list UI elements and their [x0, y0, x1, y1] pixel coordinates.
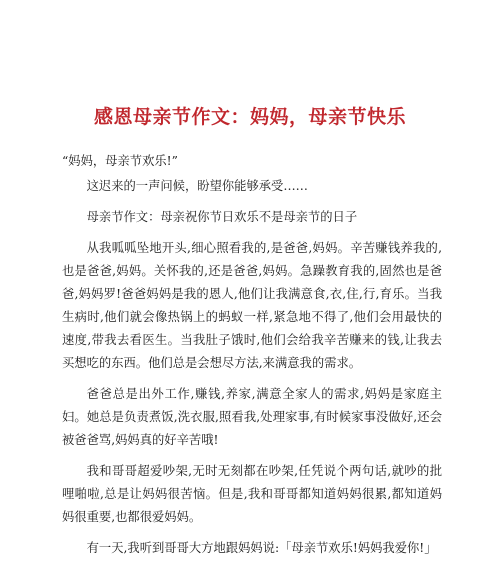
section-heading: 母亲节作文：母亲祝你节日欢乐不是母亲节的日子 [86, 210, 358, 224]
paragraph-one-day: 有一天,我听到哥哥大方地跟妈妈说:「母亲节欢乐!妈妈我爱你!」 [86, 541, 437, 555]
paragraph-parents-care: 从我呱呱坠地开头,细心照看我的,是爸爸,妈妈。辛苦赚钱养我的,也是爸爸,妈妈。关怀我的,还是爸爸,妈妈。急躁教育我的,固然也是爸爸,妈妈罗!爸爸妈妈是我的恩人,他们让我满意食,衣,住,行,育乐。当我生病时,他们就会像热锅上的蚂蚁一样,紧急地不得了,他们会用最快的速度,带我去看医生。当我肚子饿时,他们会给我辛苦赚来的钱,让我去买想吃的东西。他们总是会想尽方法,来满意我的需求。 [62, 241, 442, 370]
paragraph-siblings: 我和哥哥超爱吵架,无时无刻都在吵架,任凭说个两句话,就吵的批哩啪啦,总是让妈妈很苦恼。但是,我和哥哥都知道妈妈很累,都知道妈妈很重要,也都很爱妈妈。 [62, 464, 442, 524]
document-body [62, 150, 442, 560]
document-title: 感恩母亲节作文：妈妈，母亲节快乐 [93, 106, 406, 128]
greeting-quote: “妈妈，母亲节欢乐!” [62, 154, 178, 168]
paragraph-parents-roles: 爸爸总是出外工作,赚钱,养家,满意全家人的需求,妈妈是家庭主妇。她总是负责煮饭,洗衣服,照看我,处理家事,有时候家事没做好,还会被爸爸骂,妈妈真的好辛苦哦! [62, 387, 442, 447]
belated-greeting: 这迟来的一声问候，盼望你能够承受…… [86, 179, 308, 193]
